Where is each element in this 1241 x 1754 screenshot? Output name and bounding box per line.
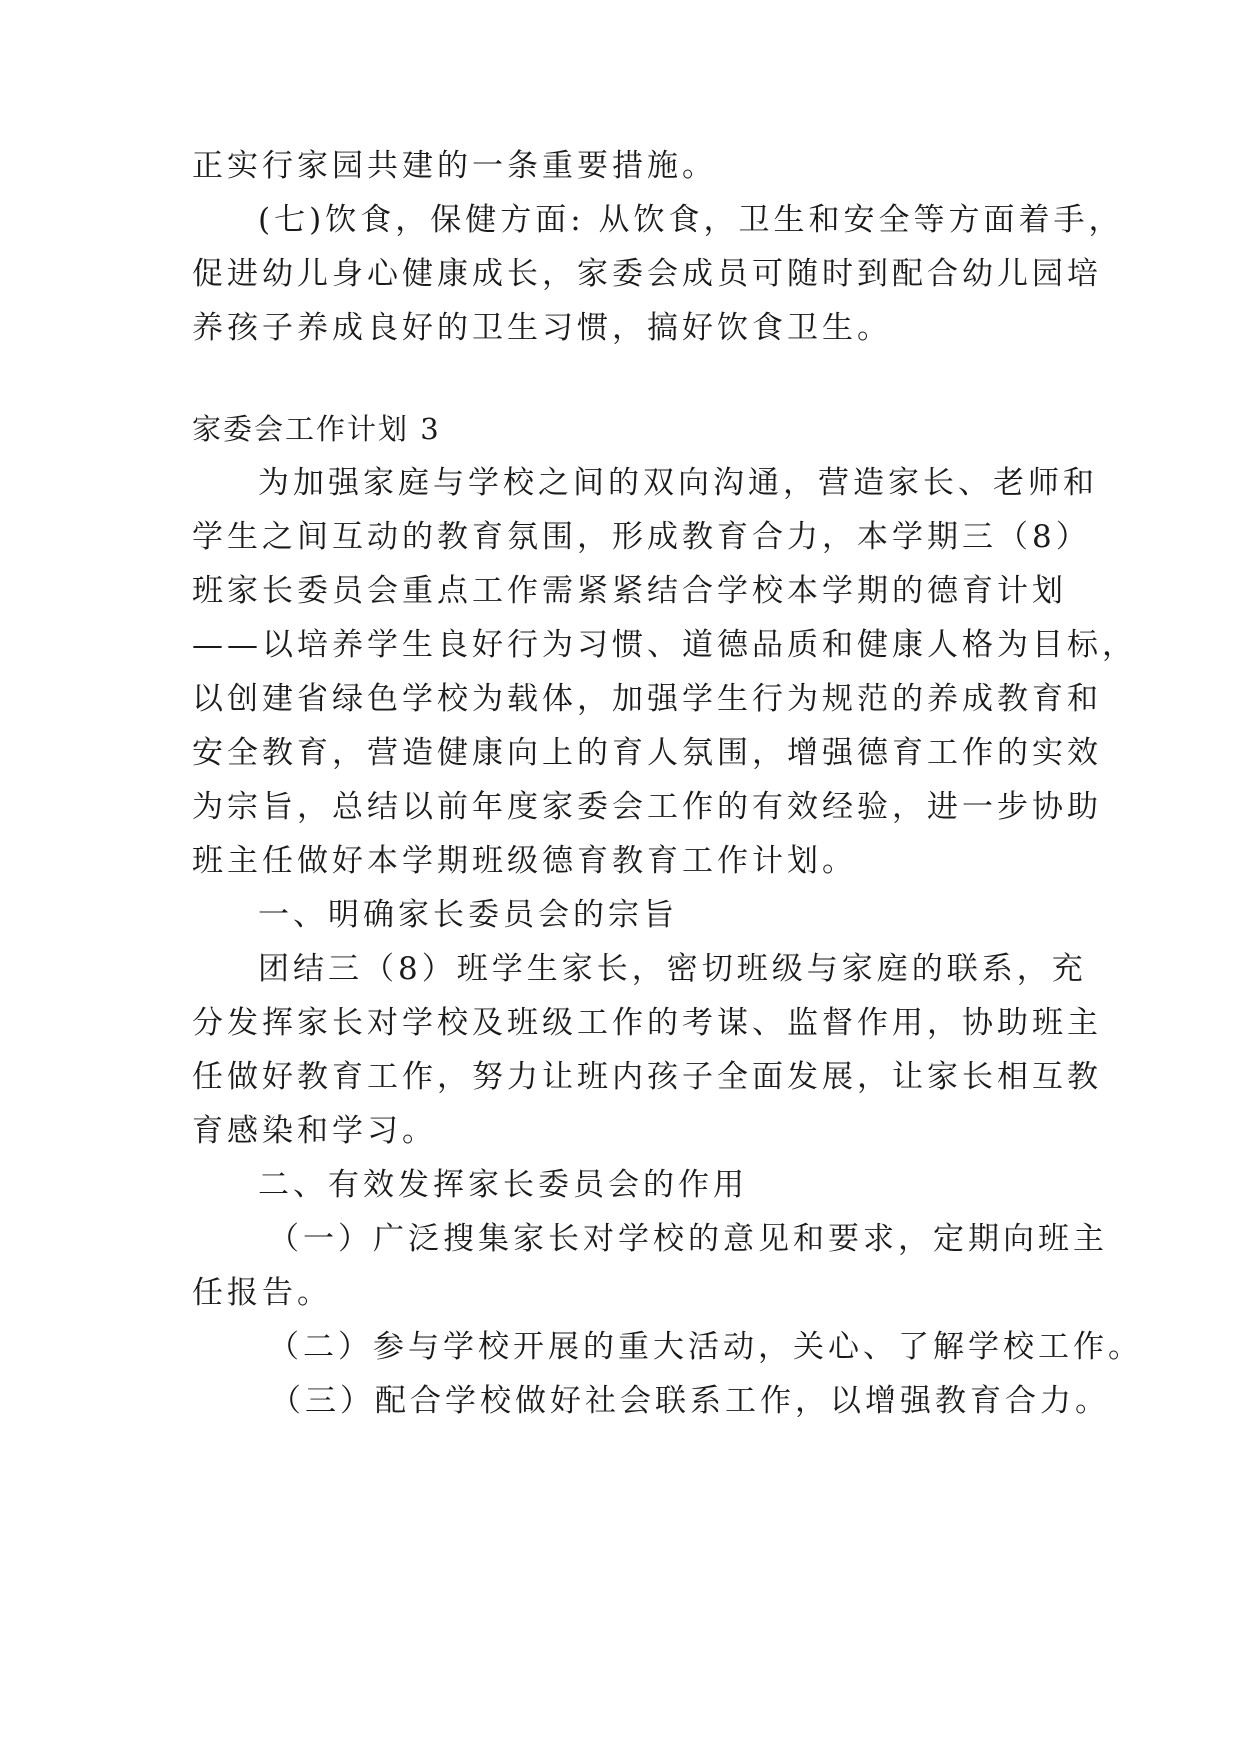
- paragraph-line: 分发挥家长对学校及班级工作的考谋、监督作用，协助班主: [192, 1005, 1102, 1041]
- paragraph-line: 养孩子养成良好的卫生习惯，搞好饮食卫生。: [192, 310, 892, 346]
- paragraph-line: 团结三（8）班学生家长，密切班级与家庭的联系，充: [258, 951, 1087, 987]
- paragraph-line: 为宗旨，总结以前年度家委会工作的有效经验，进一步协助: [192, 789, 1102, 825]
- paragraph-line: 育感染和学习。: [192, 1113, 437, 1149]
- paragraph-line: 班家长委员会重点工作需紧紧结合学校本学期的德育计划: [192, 573, 1067, 609]
- paragraph-line: （二）参与学校开展的重大活动，关心、了解学校工作。: [268, 1329, 1143, 1365]
- paragraph-line: 为加强家庭与学校之间的双向沟通，营造家长、老师和: [258, 465, 1098, 501]
- paragraph-line: （三）配合学校做好社会联系工作，以增强教育合力。: [270, 1383, 1110, 1419]
- paragraph-line: 任做好教育工作，努力让班内孩子全面发展，让家长相互教: [192, 1059, 1102, 1095]
- paragraph-line: 促进幼儿身心健康成长，家委会成员可随时到配合幼儿园培: [192, 256, 1102, 292]
- paragraph-line: 正实行家园共建的一条重要措施。: [192, 148, 717, 184]
- paragraph-line: 任报告。: [192, 1275, 332, 1311]
- subsection-heading: 一、明确家长委员会的宗旨: [258, 897, 678, 933]
- subsection-heading: 二、有效发挥家长委员会的作用: [258, 1167, 748, 1203]
- paragraph-line: 班主任做好本学期班级德育教育工作计划。: [192, 843, 857, 879]
- paragraph-line: 安全教育，营造健康向上的育人氛围，增强德育工作的实效: [192, 735, 1102, 771]
- paragraph-line: （一）广泛搜集家长对学校的意见和要求，定期向班主: [268, 1221, 1108, 1257]
- paragraph-line: 学生之间互动的教育氛围，形成教育合力，本学期三（8）: [192, 519, 1091, 555]
- paragraph-line: 以创建省绿色学校为载体，加强学生行为规范的养成教育和: [192, 681, 1102, 717]
- paragraph-line: (七)饮食，保健方面: 从饮食，卫生和安全等方面着手，: [258, 202, 1124, 238]
- section-heading: 家委会工作计划 3: [192, 412, 441, 446]
- paragraph-line: ——以培养学生良好行为习惯、道德品质和健康人格为目标，: [192, 627, 1137, 663]
